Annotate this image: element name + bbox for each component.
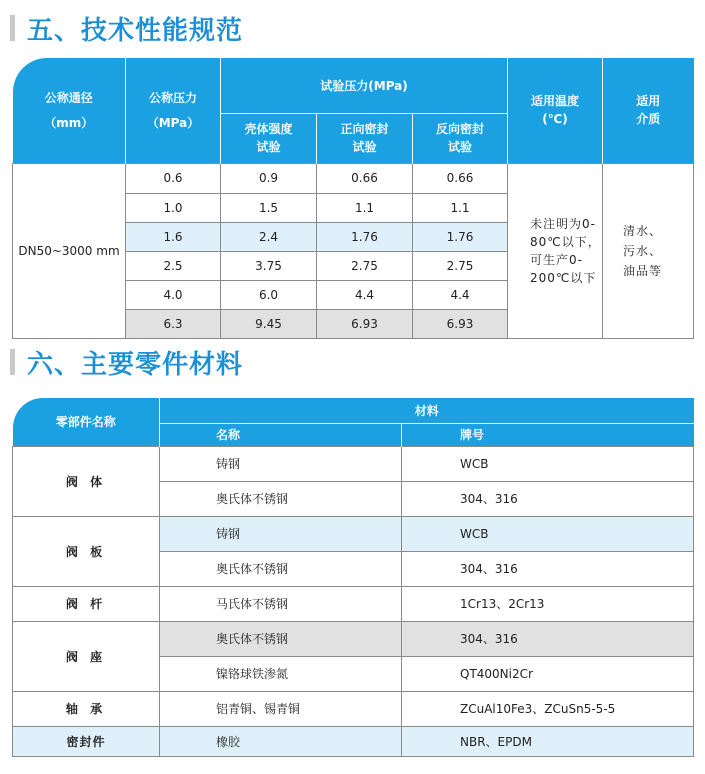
part-body: 阀 体 — [13, 446, 160, 516]
header-test-pressure: 试验压力(MPa) — [221, 58, 508, 113]
cell-material-grade: 304、316 — [402, 481, 694, 516]
cell-medium-note: 清水、污水、油品等 — [603, 163, 694, 338]
header-temperature: 适用温度(℃) — [508, 58, 603, 163]
materials-table — [12, 398, 694, 757]
part-seal: 密封件 — [13, 726, 160, 756]
cell-reverse: 1.1 — [413, 193, 508, 222]
cell-material-grade: 1Cr13、2Cr13 — [402, 586, 694, 621]
cell-material-grade: QT400Ni2Cr — [402, 656, 694, 691]
cell-shell: 2.4 — [221, 222, 317, 251]
title-bar-decoration — [10, 15, 15, 41]
cell-material-name: 镍铬球铁渗氮 — [160, 656, 402, 691]
cell-material-name: 马氏体不锈钢 — [160, 586, 402, 621]
cell-pressure: 1.0 — [126, 193, 221, 222]
cell-reverse: 4.4 — [413, 280, 508, 309]
cell-forward: 6.93 — [317, 309, 413, 338]
table-row — [13, 516, 694, 551]
part-bearing: 轴 承 — [13, 691, 160, 726]
section-title-text: 六、主要零件材料 — [27, 349, 244, 380]
table-row — [13, 586, 694, 621]
cell-shell: 1.5 — [221, 193, 317, 222]
header-name: 名称 — [160, 423, 402, 446]
header-material: 材料 — [160, 398, 694, 423]
header-forward-seal: 正向密封试验 — [317, 113, 413, 163]
cell-pressure: 0.6 — [126, 163, 221, 193]
cell-material-grade: ZCuAl10Fe3、ZCuSn5-5-5 — [402, 691, 694, 726]
table-row — [13, 726, 694, 756]
cell-material-name: 橡胶 — [160, 726, 402, 756]
header-nominal-pressure: 公称压力 （MPa） — [126, 58, 221, 163]
cell-pressure: 1.6 — [126, 222, 221, 251]
cell-material-name: 铝青铜、锡青铜 — [160, 691, 402, 726]
title-bar-decoration — [10, 349, 15, 375]
part-plate: 阀 板 — [13, 516, 160, 586]
cell-pressure: 4.0 — [126, 280, 221, 309]
cell-material-grade: WCB — [402, 446, 694, 481]
header-nominal-diameter: 公称通径 （mm） — [13, 58, 126, 163]
cell-material-grade: 304、316 — [402, 621, 694, 656]
cell-shell: 9.45 — [221, 309, 317, 338]
part-stem: 阀 杆 — [13, 586, 160, 621]
cell-reverse: 2.75 — [413, 251, 508, 280]
specs-table — [12, 58, 694, 339]
part-seat: 阀 座 — [13, 621, 160, 691]
cell-pressure: 2.5 — [126, 251, 221, 280]
table-row — [13, 621, 694, 656]
cell-material-grade: WCB — [402, 516, 694, 551]
table-row — [13, 446, 694, 481]
cell-material-name: 奥氏体不锈钢 — [160, 551, 402, 586]
cell-dn: DN50~3000 mm — [13, 163, 126, 338]
table-row — [13, 163, 694, 193]
cell-forward: 4.4 — [317, 280, 413, 309]
header-reverse-seal: 反向密封试验 — [413, 113, 508, 163]
cell-shell: 3.75 — [221, 251, 317, 280]
header-part-name: 零部件名称 — [13, 398, 160, 446]
cell-forward: 1.1 — [317, 193, 413, 222]
cell-shell: 6.0 — [221, 280, 317, 309]
cell-material-name: 铸钢 — [160, 446, 402, 481]
header-grade: 牌号 — [402, 423, 694, 446]
cell-reverse: 0.66 — [413, 163, 508, 193]
cell-pressure: 6.3 — [126, 309, 221, 338]
cell-shell: 0.9 — [221, 163, 317, 193]
cell-temperature-note: 未注明为0-80℃以下，可生产0-200℃以下 — [508, 163, 603, 338]
cell-reverse: 1.76 — [413, 222, 508, 251]
cell-material-grade: 304、316 — [402, 551, 694, 586]
cell-material-name: 奥氏体不锈钢 — [160, 621, 402, 656]
section-title-text: 五、技术性能规范 — [27, 15, 244, 46]
table-row — [13, 691, 694, 726]
section-title-specs — [10, 12, 243, 44]
cell-forward: 2.75 — [317, 251, 413, 280]
cell-material-name: 奥氏体不锈钢 — [160, 481, 402, 516]
section-title-materials — [10, 346, 243, 378]
cell-reverse: 6.93 — [413, 309, 508, 338]
cell-forward: 0.66 — [317, 163, 413, 193]
cell-forward: 1.76 — [317, 222, 413, 251]
cell-material-name: 铸钢 — [160, 516, 402, 551]
header-shell-test: 壳体强度试验 — [221, 113, 317, 163]
header-medium: 适用介质 — [603, 58, 694, 163]
cell-material-grade: NBR、EPDM — [402, 726, 694, 756]
